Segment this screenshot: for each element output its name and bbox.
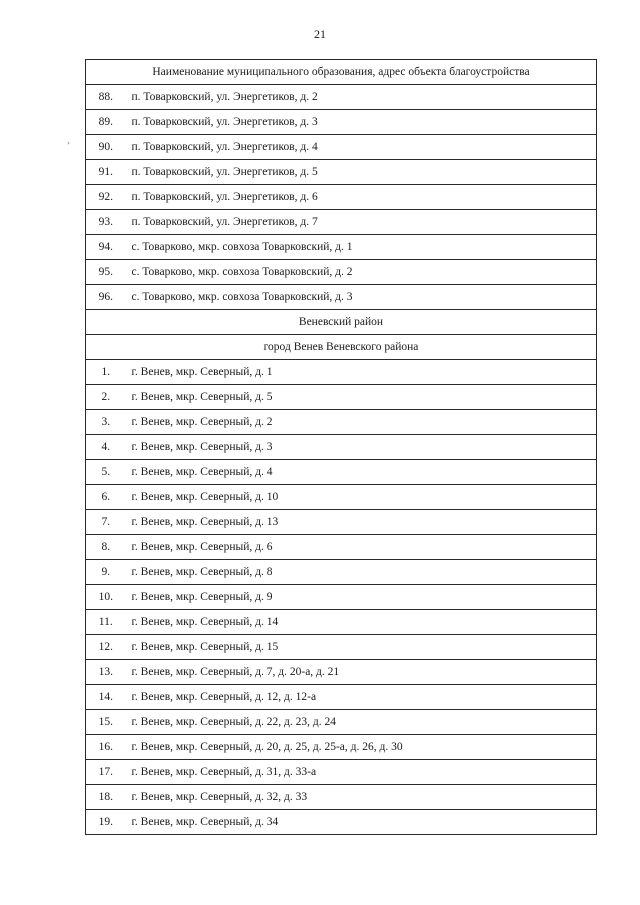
row-number: 10.	[86, 585, 126, 610]
row-address: г. Венев, мкр. Северный, д. 6	[126, 535, 597, 560]
municipality-heading-row	[86, 335, 597, 360]
row-number: 14.	[86, 685, 126, 710]
row-number: 13.	[86, 660, 126, 685]
table-row	[86, 535, 597, 560]
row-number: 2.	[86, 385, 126, 410]
row-number: 93.	[86, 210, 126, 235]
row-address: г. Венев, мкр. Северный, д. 12, д. 12-а	[126, 685, 597, 710]
row-address: п. Товарковский, ул. Энергетиков, д. 4	[126, 135, 597, 160]
district-heading-row	[86, 310, 597, 335]
row-number: 3.	[86, 410, 126, 435]
table-row	[86, 760, 597, 785]
table-row	[86, 710, 597, 735]
table-row	[86, 435, 597, 460]
row-address: г. Венев, мкр. Северный, д. 8	[126, 560, 597, 585]
table-row	[86, 785, 597, 810]
page-number: 21	[314, 27, 326, 41]
row-address: п. Товарковский, ул. Энергетиков, д. 3	[126, 110, 597, 135]
table-row	[86, 560, 597, 585]
table-row	[86, 485, 597, 510]
table-row	[86, 235, 597, 260]
row-number: 16.	[86, 735, 126, 760]
row-number: 96.	[86, 285, 126, 310]
row-address: г. Венев, мкр. Северный, д. 31, д. 33-а	[126, 760, 597, 785]
row-address: г. Венев, мкр. Северный, д. 9	[126, 585, 597, 610]
row-address: г. Венев, мкр. Северный, д. 15	[126, 635, 597, 660]
row-number: 6.	[86, 485, 126, 510]
row-number: 18.	[86, 785, 126, 810]
row-number: 8.	[86, 535, 126, 560]
row-number: 88.	[86, 85, 126, 110]
table-row	[86, 735, 597, 760]
row-number: 4.	[86, 435, 126, 460]
row-address: г. Венев, мкр. Северный, д. 4	[126, 460, 597, 485]
row-number: 9.	[86, 560, 126, 585]
row-address: г. Венев, мкр. Северный, д. 32, д. 33	[126, 785, 597, 810]
table-row	[86, 385, 597, 410]
scan-artifact: ʼ	[65, 139, 74, 151]
row-number: 92.	[86, 185, 126, 210]
row-number: 89.	[86, 110, 126, 135]
table-header-row	[86, 60, 597, 85]
row-number: 17.	[86, 760, 126, 785]
row-address: п. Товарковский, ул. Энергетиков, д. 6	[126, 185, 597, 210]
table-row	[86, 510, 597, 535]
row-address: п. Товарковский, ул. Энергетиков, д. 5	[126, 160, 597, 185]
table-row	[86, 110, 597, 135]
table-row	[86, 660, 597, 685]
row-address: г. Венев, мкр. Северный, д. 20, д. 25, д. 25-а, д. 26, д. 30	[126, 735, 597, 760]
row-address: г. Венев, мкр. Северный, д. 14	[126, 610, 597, 635]
table-row	[86, 635, 597, 660]
row-address: г. Венев, мкр. Северный, д. 3	[126, 435, 597, 460]
row-number: 19.	[86, 810, 126, 835]
row-address: п. Товарковский, ул. Энергетиков, д. 2	[126, 85, 597, 110]
table-row	[86, 135, 597, 160]
address-table	[85, 59, 597, 835]
row-address: г. Венев, мкр. Северный, д. 34	[126, 810, 597, 835]
row-address: г. Венев, мкр. Северный, д. 13	[126, 510, 597, 535]
table-row	[86, 685, 597, 710]
row-number: 94.	[86, 235, 126, 260]
row-number: 11.	[86, 610, 126, 635]
row-number: 5.	[86, 460, 126, 485]
table-row	[86, 260, 597, 285]
row-number: 15.	[86, 710, 126, 735]
row-number: 7.	[86, 510, 126, 535]
row-address: г. Венев, мкр. Северный, д. 22, д. 23, д. 24	[126, 710, 597, 735]
row-address: г. Венев, мкр. Северный, д. 2	[126, 410, 597, 435]
row-address: с. Товарково, мкр. совхоза Товарковский, д. 2	[126, 260, 597, 285]
table-row	[86, 460, 597, 485]
row-number: 95.	[86, 260, 126, 285]
row-number: 91.	[86, 160, 126, 185]
table-row	[86, 610, 597, 635]
row-number: 1.	[86, 360, 126, 385]
table-row	[86, 185, 597, 210]
table-header: Наименование муниципального образования, адрес объекта благоустройства	[86, 60, 597, 85]
row-address: г. Венев, мкр. Северный, д. 1	[126, 360, 597, 385]
table-row	[86, 210, 597, 235]
row-address: г. Венев, мкр. Северный, д. 10	[126, 485, 597, 510]
row-address: с. Товарково, мкр. совхоза Товарковский, д. 1	[126, 235, 597, 260]
table-row	[86, 85, 597, 110]
row-address: г. Венев, мкр. Северный, д. 7, д. 20-а, д. 21	[126, 660, 597, 685]
table-row	[86, 285, 597, 310]
row-address: с. Товарково, мкр. совхоза Товарковский, д. 3	[126, 285, 597, 310]
row-address: п. Товарковский, ул. Энергетиков, д. 7	[126, 210, 597, 235]
table-row	[86, 410, 597, 435]
table-row	[86, 160, 597, 185]
row-number: 90.	[86, 135, 126, 160]
row-number: 12.	[86, 635, 126, 660]
table-row	[86, 810, 597, 835]
row-address: г. Венев, мкр. Северный, д. 5	[126, 385, 597, 410]
district-heading: Веневский район	[86, 310, 597, 335]
table-row	[86, 360, 597, 385]
table-row	[86, 585, 597, 610]
municipality-heading: город Венев Веневского района	[86, 335, 597, 360]
